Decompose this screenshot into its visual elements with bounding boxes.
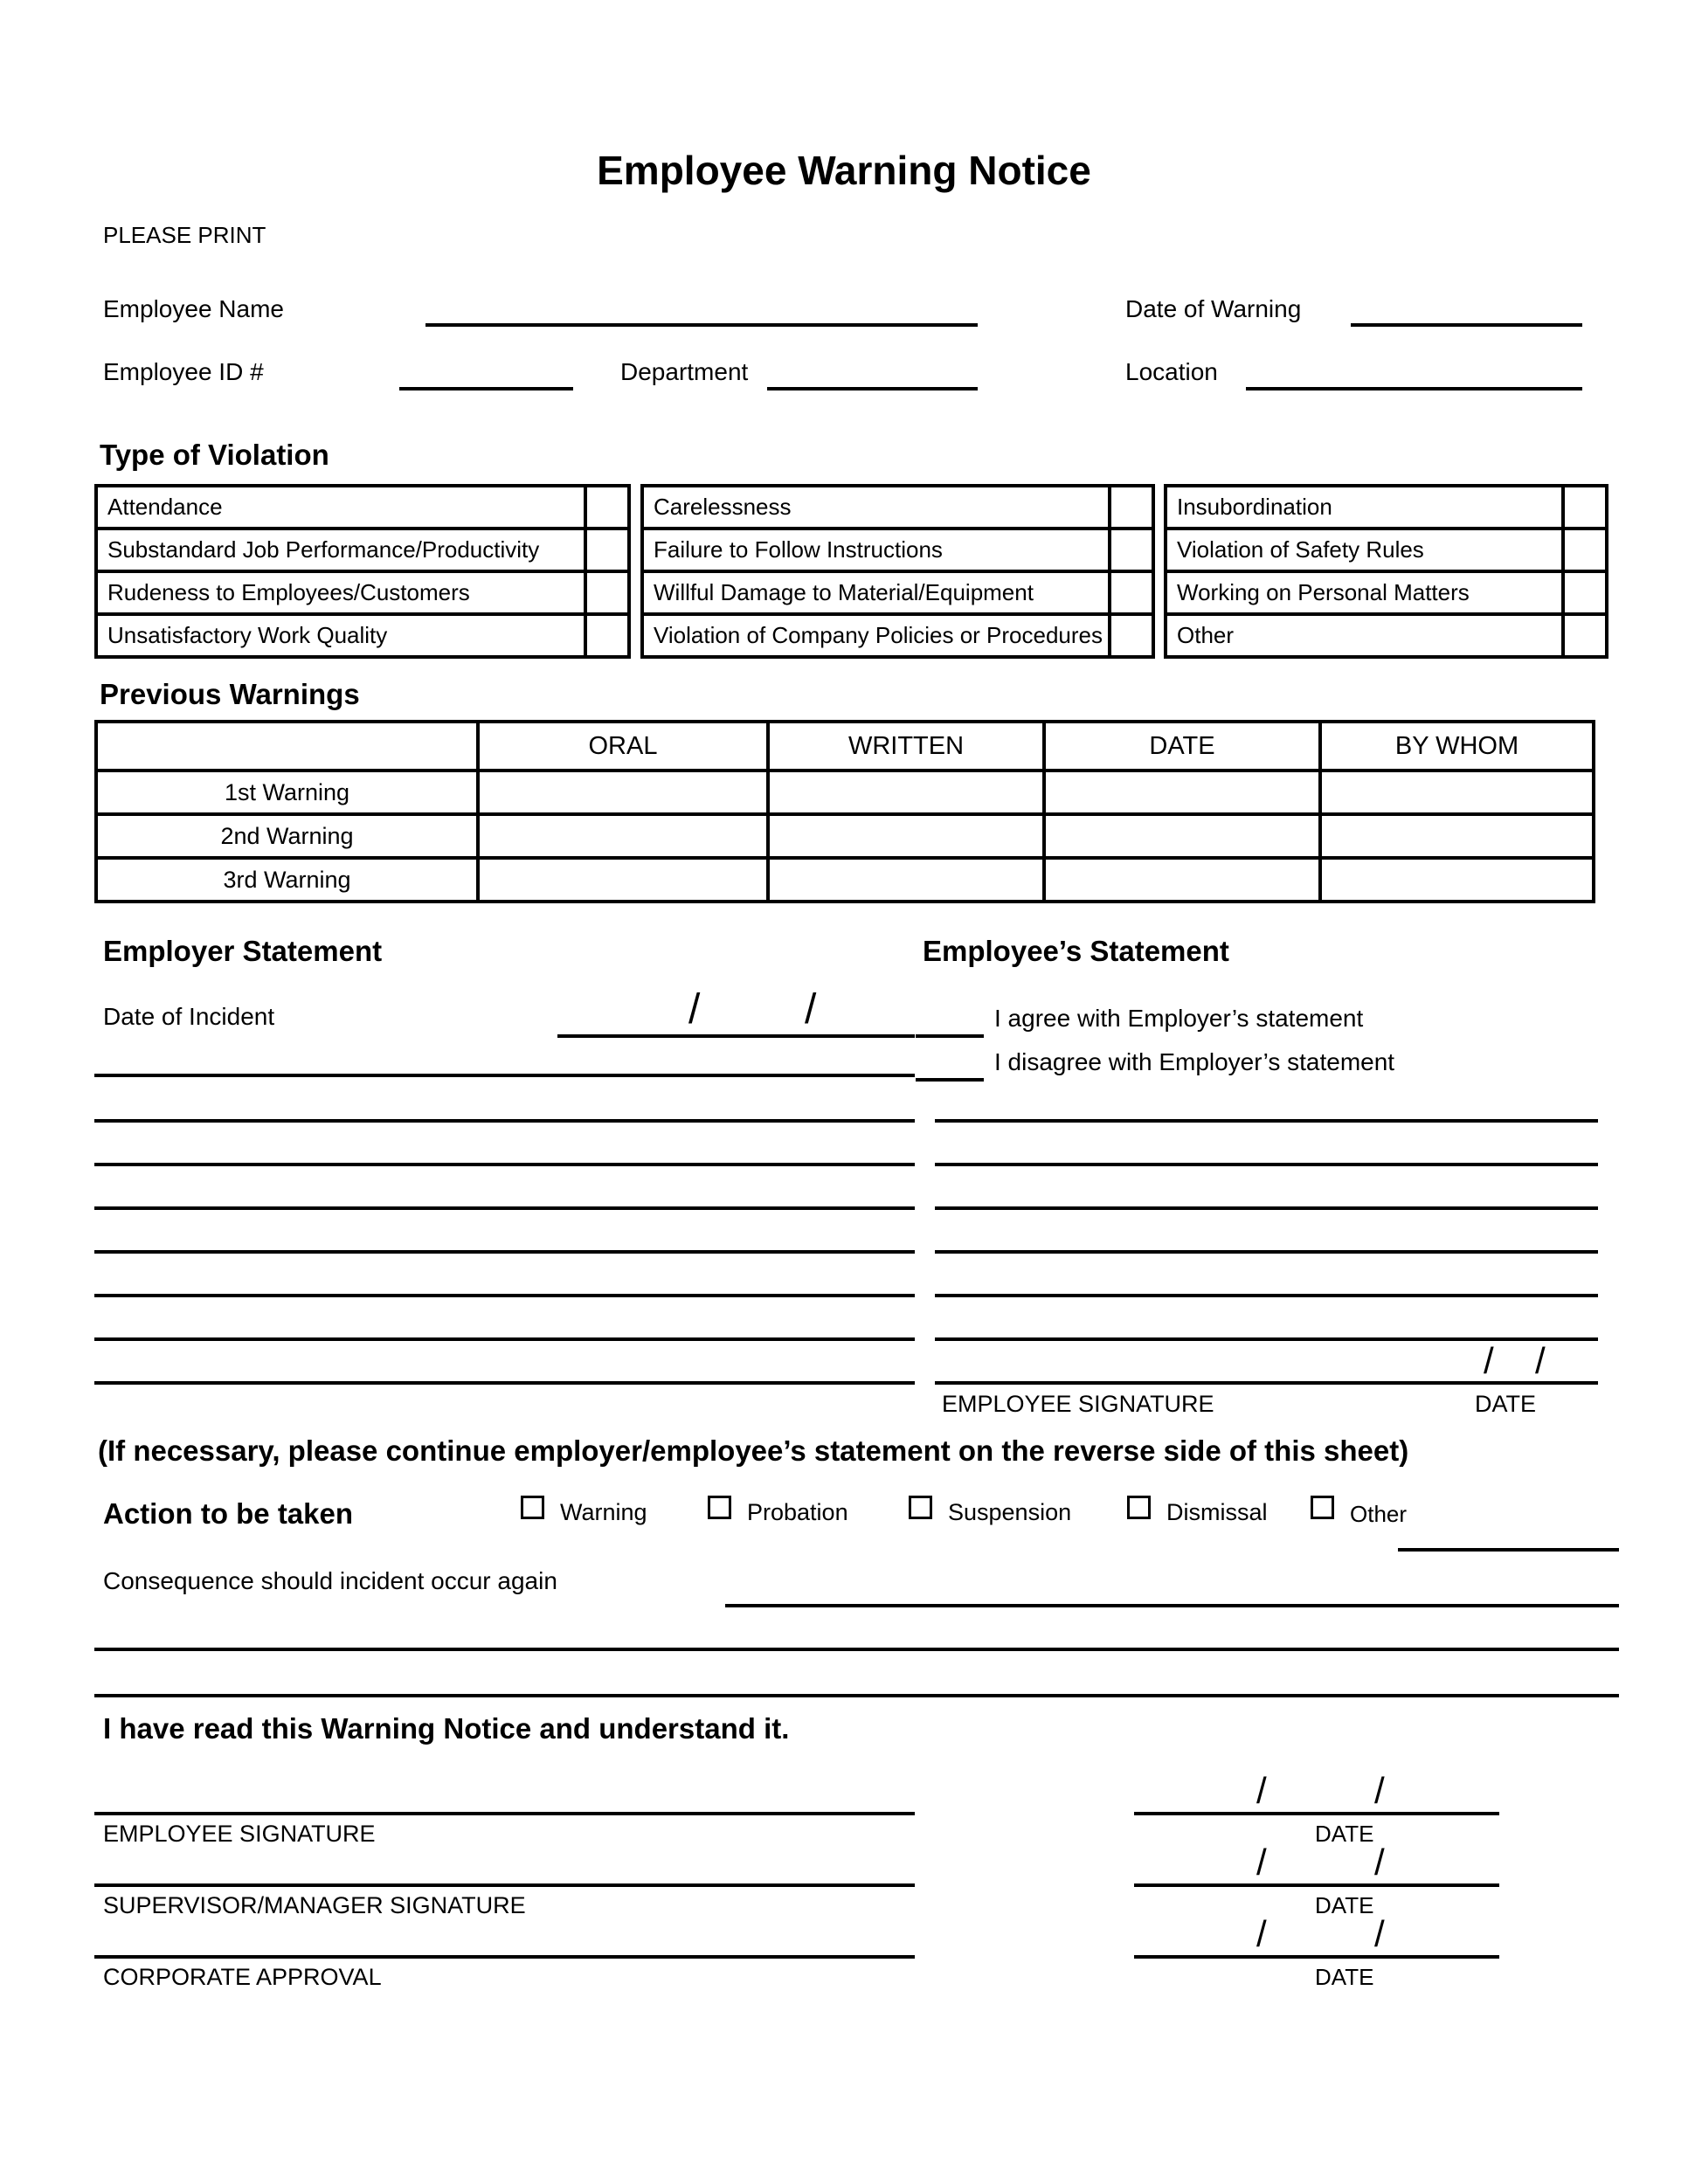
warning-checkbox[interactable]: [521, 1496, 544, 1519]
warnings-header-bywhom: BY WHOM: [1320, 722, 1594, 771]
date-of-incident-line[interactable]: [557, 1034, 915, 1038]
violation-checkbox-cell[interactable]: [1563, 486, 1607, 529]
department-line[interactable]: [767, 387, 978, 390]
consequence-label: Consequence should incident occur again: [103, 1567, 557, 1594]
violation-checkbox-cell[interactable]: [1110, 486, 1153, 529]
employee-statement-signature-line[interactable]: [935, 1381, 1598, 1385]
violation-option: Unsatisfactory Work Quality: [96, 614, 585, 657]
violation-option: Violation of Company Policies or Procedures: [642, 614, 1110, 657]
acknowledgement-text: I have read this Warning Notice and understand it.: [103, 1712, 790, 1745]
supervisor-signature-line[interactable]: [94, 1883, 915, 1887]
employee-signature-date-label: DATE: [1315, 1821, 1374, 1847]
slash-mark: /: [1374, 1770, 1385, 1811]
employee-signature-line[interactable]: [94, 1812, 915, 1815]
employer-statement-line[interactable]: [94, 1250, 915, 1254]
employee-statement-line[interactable]: [935, 1250, 1598, 1254]
suspension-checkbox-label: Suspension: [948, 1499, 1072, 1525]
employee-statement-heading: Employee’s Statement: [923, 935, 1229, 967]
warning-row-label: 1st Warning: [96, 771, 478, 814]
corporate-approval-date-label: DATE: [1315, 1964, 1374, 1990]
employee-statement-line[interactable]: [935, 1163, 1598, 1166]
warnings-header-oral: ORAL: [478, 722, 768, 771]
warning-row-label: 2nd Warning: [96, 814, 478, 858]
violation-checkbox-cell[interactable]: [1563, 571, 1607, 614]
employer-statement-line[interactable]: [94, 1074, 915, 1077]
violation-table-2: [640, 484, 1155, 659]
dismissal-checkbox-label: Dismissal: [1166, 1499, 1268, 1525]
disagree-label: I disagree with Employer’s statement: [994, 1048, 1395, 1075]
employee-id-line[interactable]: [399, 387, 573, 390]
violation-table-3: [1164, 484, 1608, 659]
violation-checkbox-cell[interactable]: [1563, 614, 1607, 657]
slash-mark: /: [1256, 1913, 1267, 1954]
violation-table-1: [94, 484, 631, 659]
employee-statement-date-label: DATE: [1475, 1391, 1537, 1417]
violation-option: Insubordination: [1166, 486, 1563, 529]
violation-option: Other: [1166, 614, 1563, 657]
employee-name-line[interactable]: [425, 323, 978, 327]
employee-statement-signature-label: EMPLOYEE SIGNATURE: [942, 1391, 1214, 1417]
warnings-cell[interactable]: [478, 814, 768, 858]
other-fill-line[interactable]: [1398, 1548, 1619, 1552]
warnings-header-written: WRITTEN: [768, 722, 1044, 771]
location-label: Location: [1125, 358, 1218, 385]
previous-warnings-heading: Previous Warnings: [100, 678, 360, 710]
employer-statement-line[interactable]: [94, 1163, 915, 1166]
warnings-cell[interactable]: [1320, 858, 1594, 902]
location-line[interactable]: [1246, 387, 1582, 390]
warning-checkbox-label: Warning: [560, 1499, 647, 1525]
warnings-cell[interactable]: [478, 771, 768, 814]
warnings-cell[interactable]: [768, 814, 1044, 858]
employee-signature-date-line[interactable]: [1134, 1812, 1499, 1815]
please-print-note: PLEASE PRINT: [103, 222, 266, 248]
warnings-cell[interactable]: [1320, 814, 1594, 858]
warning-row-label: 3rd Warning: [96, 858, 478, 902]
violation-checkbox-cell[interactable]: [1563, 529, 1607, 571]
warnings-cell[interactable]: [1044, 771, 1320, 814]
slash-mark: /: [1374, 1842, 1385, 1883]
violation-checkbox-cell[interactable]: [585, 486, 629, 529]
slash-mark: /: [1484, 1340, 1494, 1381]
disagree-initial-line[interactable]: [916, 1078, 984, 1082]
violation-option: Substandard Job Performance/Productivity: [96, 529, 585, 571]
department-label: Department: [620, 358, 749, 385]
agree-initial-line[interactable]: [916, 1034, 984, 1038]
warnings-cell[interactable]: [768, 771, 1044, 814]
slash-mark: /: [688, 986, 701, 1033]
employee-name-label: Employee Name: [103, 295, 284, 322]
employee-signature-label: EMPLOYEE SIGNATURE: [103, 1821, 376, 1847]
employee-statement-line[interactable]: [935, 1206, 1598, 1210]
employee-statement-line[interactable]: [935, 1119, 1598, 1123]
violation-checkbox-cell[interactable]: [585, 529, 629, 571]
action-heading: Action to be taken: [103, 1497, 354, 1530]
page-title: Employee Warning Notice: [597, 148, 1091, 193]
violation-option: Willful Damage to Material/Equipment: [642, 571, 1110, 614]
violation-checkbox-cell[interactable]: [1110, 529, 1153, 571]
consequence-line[interactable]: [94, 1694, 1619, 1697]
violation-checkbox-cell[interactable]: [1110, 571, 1153, 614]
corporate-approval-label: CORPORATE APPROVAL: [103, 1964, 382, 1990]
warnings-cell[interactable]: [1044, 814, 1320, 858]
slash-mark: /: [1374, 1913, 1385, 1954]
slash-mark: /: [1256, 1842, 1267, 1883]
violation-heading: Type of Violation: [100, 439, 329, 471]
date-of-incident-label: Date of Incident: [103, 1003, 275, 1030]
employer-statement-line[interactable]: [94, 1119, 915, 1123]
other-checkbox[interactable]: [1311, 1496, 1334, 1519]
violation-option: Carelessness: [642, 486, 1110, 529]
employer-statement-line[interactable]: [94, 1337, 915, 1341]
probation-checkbox[interactable]: [708, 1496, 731, 1519]
violation-option: Attendance: [96, 486, 585, 529]
corporate-approval-line[interactable]: [94, 1955, 915, 1959]
warnings-cell[interactable]: [768, 858, 1044, 902]
violation-option: Violation of Safety Rules: [1166, 529, 1563, 571]
supervisor-signature-label: SUPERVISOR/MANAGER SIGNATURE: [103, 1892, 526, 1918]
employer-statement-line[interactable]: [94, 1294, 915, 1297]
employer-statement-heading: Employer Statement: [103, 935, 383, 967]
slash-mark: /: [805, 986, 817, 1033]
consequence-line[interactable]: [725, 1604, 1619, 1607]
employee-statement-line[interactable]: [935, 1294, 1598, 1297]
warnings-cell[interactable]: [1320, 771, 1594, 814]
warnings-header-date: DATE: [1044, 722, 1320, 771]
employee-statement-line[interactable]: [935, 1337, 1598, 1341]
other-checkbox-label: Other: [1350, 1501, 1408, 1527]
previous-warnings-table: [94, 720, 1595, 903]
corporate-approval-date-line[interactable]: [1134, 1955, 1499, 1959]
warnings-cell[interactable]: [478, 858, 768, 902]
warnings-corner-cell: [96, 722, 478, 771]
supervisor-signature-date-line[interactable]: [1134, 1883, 1499, 1887]
slash-mark: /: [1256, 1770, 1267, 1811]
warnings-cell[interactable]: [1044, 858, 1320, 902]
date-of-warning-line[interactable]: [1351, 323, 1582, 327]
violation-checkbox-cell[interactable]: [1110, 614, 1153, 657]
consequence-line[interactable]: [94, 1648, 1619, 1651]
violation-option: Rudeness to Employees/Customers: [96, 571, 585, 614]
supervisor-signature-date-label: DATE: [1315, 1892, 1374, 1918]
violation-option: Failure to Follow Instructions: [642, 529, 1110, 571]
employee-id-label: Employee ID #: [103, 358, 264, 385]
employer-statement-line[interactable]: [94, 1206, 915, 1210]
probation-checkbox-label: Probation: [747, 1499, 848, 1525]
violation-checkbox-cell[interactable]: [585, 571, 629, 614]
date-of-warning-label: Date of Warning: [1125, 295, 1302, 322]
employer-statement-line[interactable]: [94, 1381, 915, 1385]
violation-option: Working on Personal Matters: [1166, 571, 1563, 614]
continue-note: (If necessary, please continue employer/employee’s statement on the reverse side of this sheet): [98, 1434, 1409, 1467]
dismissal-checkbox[interactable]: [1127, 1496, 1151, 1519]
violation-checkbox-cell[interactable]: [585, 614, 629, 657]
slash-mark: /: [1535, 1340, 1546, 1381]
agree-label: I agree with Employer’s statement: [994, 1005, 1364, 1032]
suspension-checkbox[interactable]: [909, 1496, 932, 1519]
